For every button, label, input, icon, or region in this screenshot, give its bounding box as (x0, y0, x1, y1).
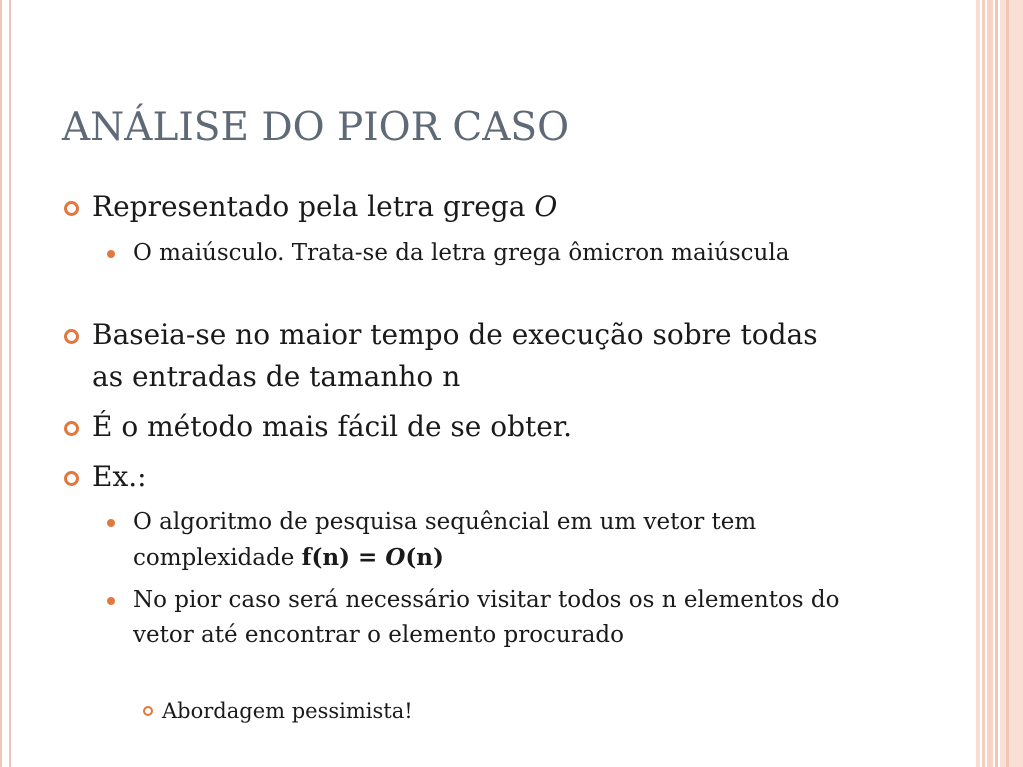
bullet-circle-icon (64, 201, 79, 216)
complexity-formula: f(n) = O(n) (301, 544, 444, 571)
bullet-dot-icon (107, 597, 115, 605)
bullet-level1-item: Ex.: (92, 460, 147, 493)
bullet-small-circle-icon (143, 706, 153, 716)
right-decorative-border (976, 0, 1023, 767)
bullet-level1-item: Representado pela letra grega O (92, 190, 558, 223)
bullet-circle-icon (64, 421, 79, 436)
bullet-level2-item: O algoritmo de pesquisa sequêncial em um vetor tem complexidade f(n) = O(n) (133, 509, 757, 571)
bullet-level2-item: O maiúsculo. Trata-se da letra grega ômicron maiúscula (133, 240, 790, 266)
bullet-level1-item: Baseia-se no maior tempo de execução sobre todas as entradas de tamanho n (92, 318, 818, 393)
bullet-level1-item: É o método mais fácil de se obter. (92, 410, 573, 443)
bullet-circle-icon (64, 471, 79, 486)
bullet-level3-item: Abordagem pessimista! (162, 699, 413, 723)
bullet-circle-icon (64, 329, 79, 344)
greek-letter-omicron: O (534, 190, 558, 223)
bullet-dot-icon (107, 519, 115, 527)
slide-title: ANÁLISE DO PIOR CASO (62, 105, 570, 150)
bullet-dot-icon (107, 250, 115, 258)
bullet-level2-item: No pior caso será necessário visitar todos os n elementos do vetor até encontrar o elemento procurado (133, 587, 840, 648)
